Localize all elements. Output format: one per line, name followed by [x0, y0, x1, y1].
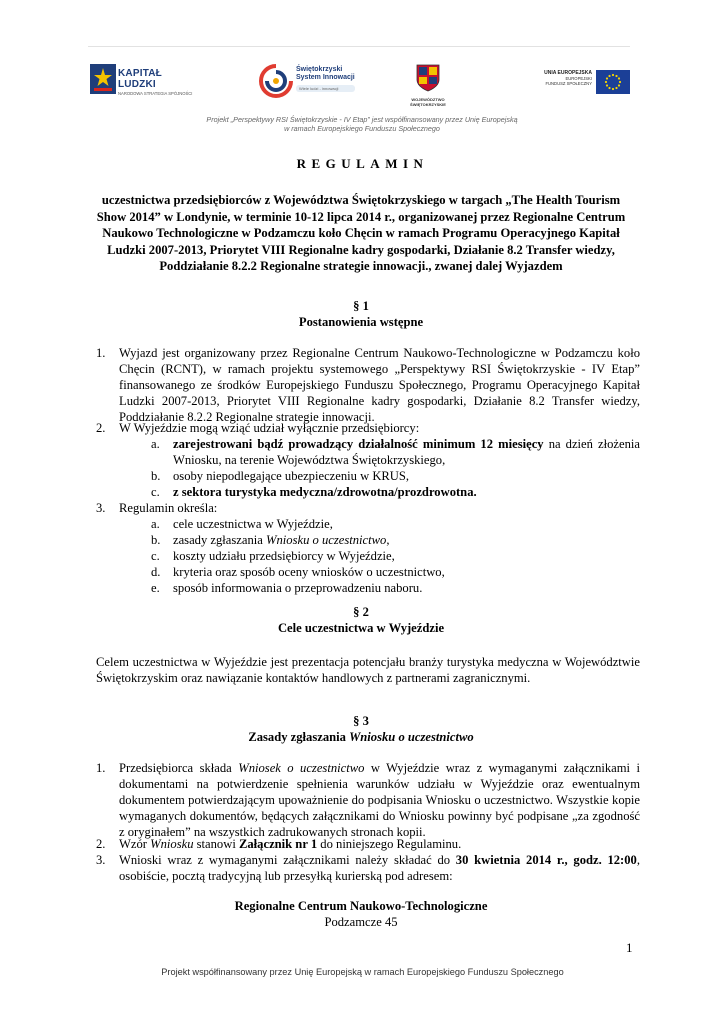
header-divider: [88, 46, 630, 47]
section-3-heading: [90, 713, 632, 745]
s1-item2b-text: osoby niepodlegające ubezpieczeniu w KRUS,: [173, 469, 410, 483]
project-header: [150, 115, 574, 133]
section-3-number: § 3: [353, 714, 369, 728]
s1-item2b-letter: b.: [151, 469, 161, 483]
s1-item3b-italic: Wniosku o uczestnictwo: [266, 533, 387, 547]
s3-item2-number: 2.: [96, 837, 106, 851]
s1-item3b-pre: zasady zgłaszania: [173, 533, 267, 547]
section-2-heading: [90, 604, 632, 636]
s3-item1-pre: Przedsiębiorca składa: [119, 761, 239, 775]
kapital-ludzki-title: KAPITAŁ LUDZKI: [118, 68, 162, 90]
document-title: REGULAMIN: [296, 156, 429, 171]
s3-item2-mid: stanowi: [193, 837, 239, 851]
kapital-ludzki-subtitle: NARODOWA STRATEGIA SPÓJNOŚCI: [118, 91, 193, 96]
s1-item3b-letter: b.: [151, 533, 161, 547]
section-2-text: Celem uczestnictwa w Wyjeździe jest prezentacja potencjału branży turystyka medyczna w Województwie Świętokrzyskim oraz nawiązanie kontaktów handlowych z partnerami zagranicznymi.: [96, 655, 640, 685]
address-line: Podzamcze 45: [324, 915, 398, 929]
s1-item3a-text: cele uczestnictwa w Wyjeździe,: [173, 517, 333, 531]
s1-item3-text: Regulamin określa:: [119, 501, 218, 515]
coat-of-arms-icon: [416, 64, 440, 92]
s1-item2c-letter: c.: [151, 485, 160, 499]
ssi-logo: [258, 63, 366, 103]
s1-item1-text: Wyjazd jest organizowany przez Regionalne Centrum Naukowo-Technologiczne w Podzamczu koło Chęcin (RCNT), w ramach projektu systemowego „Perspektywy RSI Świętokrzyskie - IV Etap” finansowanego ze środków Europejskiego Funduszu Społecznego, Programu Operacyjnego Kapitał Ludzki 2007-2013, Priorytet VIII Regionalne kadry gospodarki, Działanie 8.2 Transfer wiedzy, Poddziałanie 8.2.2 Regionalne strategie innowacji.: [119, 346, 640, 424]
section-2-title: Cele uczestnictwa w Wyjeździe: [277, 621, 445, 635]
section-3-title-italic: Wniosku o uczestnictwo: [349, 730, 474, 744]
ue-efs-logo: [536, 70, 632, 96]
ue-line2: EUROPEJSKI: [565, 76, 592, 81]
project-header-line2: w ramach Europejskiego Funduszu Społecznego: [284, 124, 440, 133]
s1-item3a-letter: a.: [151, 517, 160, 531]
ue-line3: FUNDUSZ SPOŁECZNY: [545, 81, 592, 86]
page-number: 1: [626, 940, 633, 955]
project-header-line1: Projekt „Perspektywy RSI Świętokrzyskie - IV Etap” jest współfinansowany przez Unię Europejską: [206, 115, 518, 124]
ue-line1: UNIA EUROPEJSKA: [544, 70, 592, 76]
s1-item2a-letter: a.: [151, 437, 160, 451]
kapital-ludzki-star-icon: [90, 64, 116, 94]
s1-item3b-text: [173, 532, 640, 548]
address-name: Regionalne Centrum Naukowo-Technologiczne: [234, 899, 488, 913]
document-subtitle: uczestnictwa przedsiębiorców z Województwa Świętokrzyskiego w targach „The Health Tourism Show 2014” w Londynie, w terminie 10-12 lipca 2014 r., organizowanej przez Regionalne Centrum Naukowo Technologiczne w Podzamczu koło Chęcin w ramach Programu Operacyjnego Kapitał Ludzki 2007-2013, Priorytet VIII Regionalne kadry gospodarki, Działanie 8.2 Transfer wiedzy, Poddziałanie 8.2.2 Regionalne strategie innowacji., zwanej dalej Wyjazdem: [96, 193, 626, 273]
s3-item1-italic: Wniosek o uczestnictwo: [238, 761, 365, 775]
s3-item2-bold: Załącznik nr 1: [238, 837, 318, 851]
s1-item3c-text: koszty udziału przedsiębiorcy w Wyjeździe,: [173, 549, 395, 563]
s3-item1-post: w Wyjeździe wraz z wymaganymi załącznikami i dokumentami na potwierdzenie spełnienia warunków udziału w Wyjeździe oraz ewentualnym dokumentem potwierdzającym upoważnienie do podpisania Wniosku o uczestnictwo. Wszystkie kopie wymaganych dokumentów, będących załącznikami do Wniosku powinny być podpisane „za zgodność z oryginałem” na wszystkich zadrukowanych stronach kopii.: [119, 761, 641, 839]
s3-item3-bold: 30 kwietnia 2014 r., godz. 12:00: [455, 853, 637, 867]
s3-item1-text: [119, 760, 640, 840]
s1-item2-number: 2.: [96, 421, 106, 435]
s1-item3e-letter: e.: [151, 581, 160, 595]
s1-item3d-text: kryteria oraz sposób oceny wniosków o uczestnictwo,: [173, 565, 445, 579]
ssi-line1: Świętokrzyski: [296, 66, 343, 73]
s1-item2a-bold: zarejestrowani bądź prowadzący działalność minimum 12 miesięcy: [173, 437, 544, 451]
s1-item3b-post: ,: [386, 533, 390, 547]
s3-item3-text: [119, 852, 640, 884]
section-1-heading: [90, 298, 632, 330]
s1-item3-number: 3.: [96, 501, 106, 515]
section-1-number: § 1: [353, 299, 369, 313]
ssi-line2: System Innowacji: [296, 74, 355, 81]
s3-item2-italic: Wniosku: [150, 837, 194, 851]
wojewodztwo-logo: [408, 64, 448, 106]
s3-item3-number: 3.: [96, 853, 106, 867]
s3-item2-pre: Wzór: [119, 837, 151, 851]
s3-item3-post: , osobiście, pocztą tradycyjną lub przesyłką kurierską pod adresem:: [119, 853, 640, 883]
s1-item2-text: W Wyjeździe mogą wziąć udział wyłącznie przedsiębiorcy:: [119, 421, 420, 435]
s3-item3-pre: Wnioski wraz z wymaganymi załącznikami należy składać do: [119, 853, 456, 867]
s3-item2-text: [119, 836, 640, 852]
s3-item1-number: 1.: [96, 761, 106, 775]
section-3-title: [90, 729, 632, 745]
s1-item2a-rest: na dzień złożenia Wniosku, na terenie Województwa Świętokrzyskiego,: [173, 437, 640, 467]
ssi-slogan: Wiele ludzi - innowacji: [296, 85, 355, 92]
section-2-number: § 2: [353, 605, 369, 619]
section-1-title: Postanowienia wstępne: [298, 315, 424, 329]
s1-item3c-letter: c.: [151, 549, 160, 563]
kapital-ludzki-logo: [90, 64, 202, 94]
s1-item3e-text: sposób informowania o przeprowadzeniu naboru.: [173, 581, 423, 595]
ssi-swirl-icon: [258, 63, 294, 99]
s1-item2c-text: z sektora turystyka medyczna/zdrowotna/prozdrowotna.: [173, 485, 477, 499]
s1-item1-number: 1.: [96, 346, 106, 360]
page-footer: Projekt współfinansowany przez Unię Europejską w ramach Europejskiego Funduszu Społecznego: [161, 967, 564, 977]
eu-flag-icon: [596, 70, 630, 94]
s1-item2a-text: [173, 436, 640, 468]
section-3-title-pre: Zasady zgłaszania: [248, 730, 350, 744]
s1-item3d-letter: d.: [151, 565, 161, 579]
s3-item2-post: do niniejszego Regulaminu.: [317, 837, 462, 851]
wojewodztwo-caption: WOJEWÓDZTWO ŚWIĘTOKRZYSKIE: [410, 97, 446, 107]
